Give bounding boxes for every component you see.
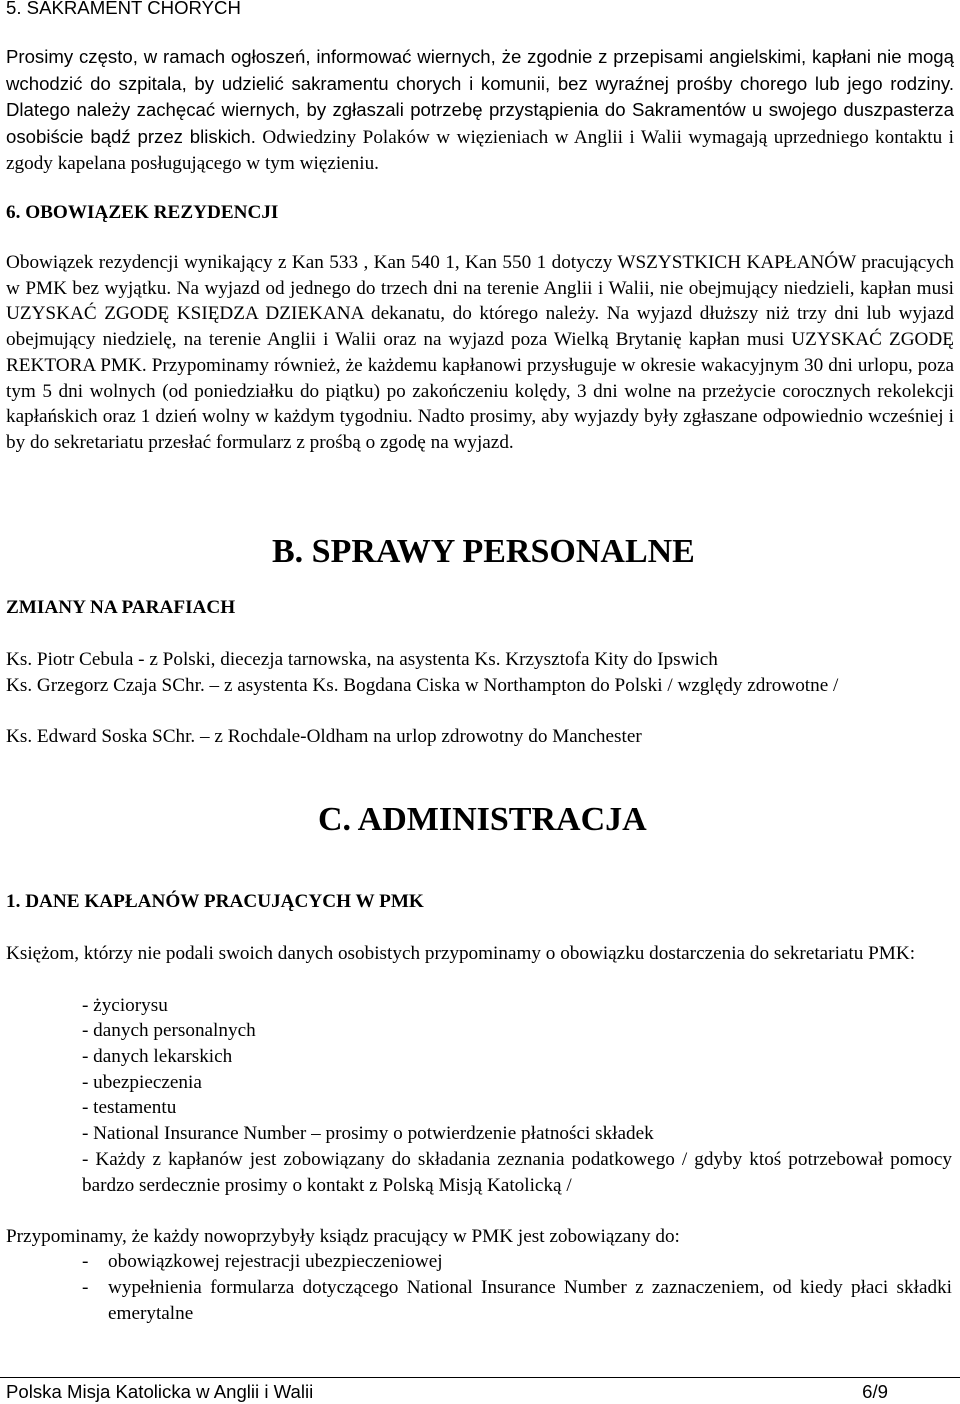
section-b-title: B. SPRAWY PERSONALNE <box>272 533 695 570</box>
list-item-text: wypełnienia formularza dotyczącego National Insurance Number z zaznaczeniem, od kiedy płaci składki emerytalne <box>108 1277 952 1324</box>
list-item: - Każdy z kapłanów jest zobowiązany do składania zeznania podatkowego / gdyby ktoś potrzebował pomocy bardzo serdecznie prosimy o kontakt z Polską Misją Katolicką / <box>82 1149 952 1196</box>
page-number: 6/9 <box>862 1381 888 1402</box>
section-5-text-b: Dlatego należy zachęcać wiernych, by zgłaszali potrzebę przystąpienia do Sakramentów u swojego duszpasterza osobiście bądź przez bliskich. <box>6 99 954 148</box>
section-5-text-a: Prosimy często, w ramach ogłoszeń, informować wiernych, że zgodnie z przepisami angielskimi, kapłani nie mogą wchodzić do szpitala, by udzielić sakramentu chorych i komunii, bez wyraźnej prośby chorego lub jego rodziny. <box>6 46 954 94</box>
list-dash: - <box>82 1251 89 1272</box>
list-item: - ubezpieczenia <box>82 1072 202 1093</box>
list-item: - testamentu <box>82 1097 177 1118</box>
section-6-paragraph: Obowiązek rezydencji wynikający z Kan 533 , Kan 540 1, Kan 550 1 dotyczy WSZYSTKICH KAPŁANÓW pracujących w PMK bez wyjątku. Na wyjazd od jednego do trzech dni na terenie Anglii i Walii, nie obejmujący niedzieli, kapłan musi UZYSKAĆ ZGODĘ KSIĘDZA DZIEKANA dekanatu, do którego należy. Na wyjazd dłuższy niż trzy dni lub wyjazd obejmujący niedzielę, na terenie Anglii i Walii oraz na wyjazd poza Wielką Brytanię kapłan musi UZYSKAĆ ZGODĘ REKTORA PMK. Przypominamy również, że każdemu kapłanowi przysługuje w okresie wakacyjnym 30 dni urlopu, poza tym 5 dni wolnych (od poniedziałku do piątku) po zakończeniu kolędy, 3 dni wolne na przeżycie corocznych rekolekcji kapłańskich oraz 1 dzień wolny w każdym tygodniu. Nadto prosimy, aby wyjazdy były zgłaszane odpowiednio wcześniej i by do sekretariatu przesłać formularz z prośbą o zgodę na wyjazd. <box>6 252 954 453</box>
list-item: - życiorysu <box>82 995 168 1016</box>
section-c-title: C. ADMINISTRACJA <box>318 801 647 838</box>
list-item-text: obowiązkowej rejestracji ubezpieczeniowej <box>108 1251 443 1272</box>
section-c-subtitle: 1. DANE KAPŁANÓW PRACUJĄCYCH W PMK <box>6 891 424 912</box>
data-reminder-intro: Księżom, którzy nie podali swoich danych osobistych przypominamy o obowiązku dostarczenia do sekretariatu PMK: <box>6 943 916 964</box>
personnel-change-2: Ks. Grzegorz Czaja SChr. – z asystenta Ks. Bogdana Ciska w Northampton do Polski / względy zdrowotne / <box>6 675 839 696</box>
list-item <box>82 1275 952 1326</box>
new-priest-reminder: Przypominamy, że każdy nowoprzybyły ksiądz pracujący w PMK jest zobowiązany do: <box>6 1226 680 1247</box>
list-item: - National Insurance Number – prosimy o potwierdzenie płatności składek <box>82 1123 654 1144</box>
section-5-heading: 5. SAKRAMENT CHORYCH <box>6 0 241 18</box>
personnel-change-1: Ks. Piotr Cebula - z Polski, diecezja tarnowska, na asystenta Ks. Krzysztofa Kity do Ipswich <box>6 649 718 670</box>
section-5-paragraph <box>6 44 954 177</box>
list-item: - danych lekarskich <box>82 1046 233 1067</box>
section-5-text-c: Odwiedziny Polaków w więzieniach w Anglii i Walii wymagają uprzedniego kontaktu i zgody kapelana posługującego w tym więzieniu. <box>6 127 954 174</box>
footer-organization: Polska Misja Katolicka w Anglii i Walii <box>6 1381 314 1402</box>
list-item <box>82 1249 952 1275</box>
section-b-subtitle: ZMIANY NA PARAFIACH <box>6 597 236 618</box>
list-dash: - <box>82 1277 89 1298</box>
section-6-heading: 6. OBOWIĄZEK REZYDENCJI <box>6 202 279 223</box>
list-item: - danych personalnych <box>82 1020 256 1041</box>
footer-divider <box>0 1377 960 1378</box>
personnel-change-3: Ks. Edward Soska SChr. – z Rochdale-Oldham na urlop zdrowotny do Manchester <box>6 726 642 747</box>
